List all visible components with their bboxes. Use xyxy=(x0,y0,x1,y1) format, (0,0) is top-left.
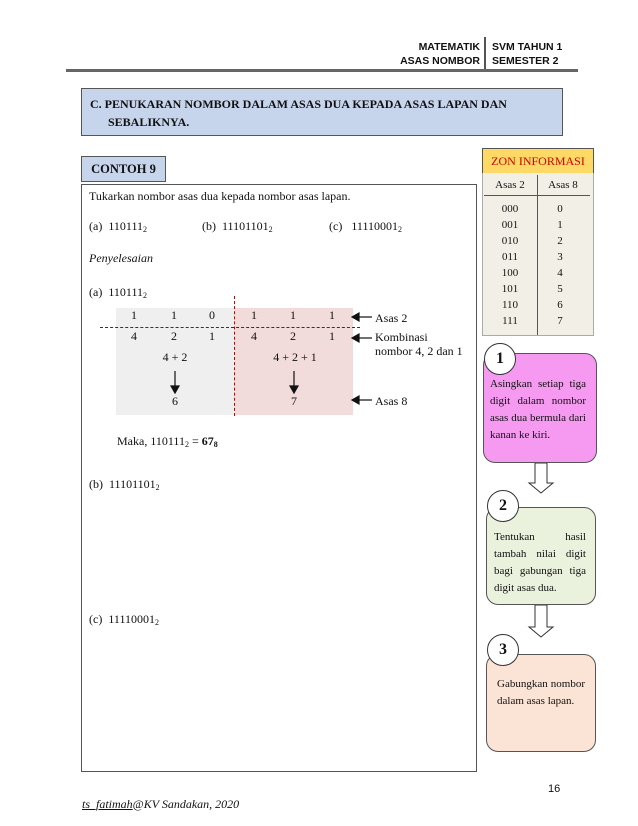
table-cell: 0 xyxy=(557,203,563,215)
table-cell: 111 xyxy=(502,315,518,327)
question-b-number: 11101101 xyxy=(222,219,269,233)
info-zone-col1-header: Asas 2 xyxy=(495,179,525,191)
question-c-label: (c) xyxy=(329,219,343,233)
page-number: 16 xyxy=(548,783,561,795)
answer-value-base: 8 xyxy=(213,440,218,449)
step-1-number: 1 xyxy=(484,343,516,375)
question-b-label: (b) xyxy=(202,219,216,233)
table-cell: 100 xyxy=(501,267,519,279)
table-cell: 000 xyxy=(501,203,519,215)
section-title-line2: SEBALIKNYA. xyxy=(108,115,190,129)
table-cell: 1 xyxy=(557,219,563,231)
label-combination-line2: nombor 4, 2 dan 1 xyxy=(375,344,463,358)
digit: 1 xyxy=(329,308,335,322)
weight: 1 xyxy=(209,329,215,343)
part-a-number: 110111 xyxy=(108,285,143,299)
section-title-line1: C. PENUKARAN NOMBOR DALAM ASAS DUA KEPADA ASAS LAPAN DAN xyxy=(90,97,507,111)
instruction-text: Tukarkan nombor asas dua kepada nombor asas lapan. xyxy=(89,189,351,203)
step-3-number: 3 xyxy=(487,634,519,666)
footer-rest: @KV Sandakan, 2020 xyxy=(132,797,240,811)
footer-author: ts_fatimah xyxy=(82,797,133,811)
table-cell: 110 xyxy=(501,299,519,311)
label-combination-line1: Kombinasi xyxy=(375,330,428,344)
table-cell: 4 xyxy=(557,267,563,279)
footer-credit xyxy=(82,797,239,812)
question-b-base: 2 xyxy=(268,225,273,234)
answer-eq: = xyxy=(189,434,202,448)
digit: 1 xyxy=(131,308,137,322)
question-c-number: 11110001 xyxy=(351,219,398,233)
part-a-label: (a) xyxy=(89,285,103,299)
subject-text: MATEMATIK xyxy=(418,41,480,53)
course-text: SVM TAHUN 1 xyxy=(492,41,563,53)
table-cell: 2 xyxy=(557,235,563,247)
table-cell: 7 xyxy=(557,315,563,327)
table-cell: 5 xyxy=(557,283,563,295)
result-left: 6 xyxy=(172,394,178,408)
part-b-label: (b) xyxy=(89,477,103,491)
part-b-number: 11101101 xyxy=(109,477,156,491)
part-b-base: 2 xyxy=(155,483,160,492)
semester-text: SEMESTER 2 xyxy=(492,55,559,67)
topic-text: ASAS NOMBOR xyxy=(400,55,480,67)
table-cell: 010 xyxy=(501,235,519,247)
part-c-number: 11110001 xyxy=(108,612,155,626)
part-c-label: (c) xyxy=(89,612,103,626)
question-a-number: 110111 xyxy=(108,219,143,233)
sum-left: 4 + 2 xyxy=(162,350,188,364)
label-base2: Asas 2 xyxy=(375,311,408,325)
weight: 4 xyxy=(131,329,137,343)
table-cell: 3 xyxy=(557,251,563,263)
question-a-label: (a) xyxy=(89,219,103,233)
table-cell: 6 xyxy=(557,299,563,311)
digit: 1 xyxy=(290,308,296,322)
label-base8: Asas 8 xyxy=(375,394,408,408)
weight: 1 xyxy=(329,329,335,343)
table-cell: 001 xyxy=(501,219,519,231)
info-zone-title: ZON INFORMASI xyxy=(482,148,594,174)
digit: 1 xyxy=(251,308,257,322)
solution-heading: Penyelesaian xyxy=(89,251,153,265)
question-c-base: 2 xyxy=(398,225,402,234)
weight: 2 xyxy=(171,329,177,343)
answer-value: 67 xyxy=(201,434,214,448)
part-c-base: 2 xyxy=(155,618,159,627)
sum-right: 4 + 2 + 1 xyxy=(273,350,317,364)
answer-prefix: Maka, 110111 xyxy=(117,434,185,448)
part-a-base: 2 xyxy=(143,291,147,300)
digit: 1 xyxy=(171,308,177,322)
digit: 0 xyxy=(209,308,215,322)
step-2-text: Tentukan hasil tambah nilai digit bagi gabungan tiga digit asas dua. xyxy=(494,531,586,594)
answer-base: 2 xyxy=(185,440,189,449)
question-a-base: 2 xyxy=(143,225,147,234)
step-2-number: 2 xyxy=(487,490,519,522)
weight: 2 xyxy=(290,329,296,343)
example-label: CONTOH 9 xyxy=(81,156,166,182)
table-cell: 101 xyxy=(501,283,519,295)
step-1-text: Asingkan setiap tiga digit dalam nombor asas dua bermula dari kanan ke kiri. xyxy=(490,378,586,441)
weight: 4 xyxy=(251,329,257,343)
table-cell: 011 xyxy=(501,251,519,263)
step-3-text: Gabungkan nombor dalam asas lapan. xyxy=(497,678,585,707)
result-right: 7 xyxy=(291,394,297,408)
info-zone-col2-header: Asas 8 xyxy=(548,179,578,191)
